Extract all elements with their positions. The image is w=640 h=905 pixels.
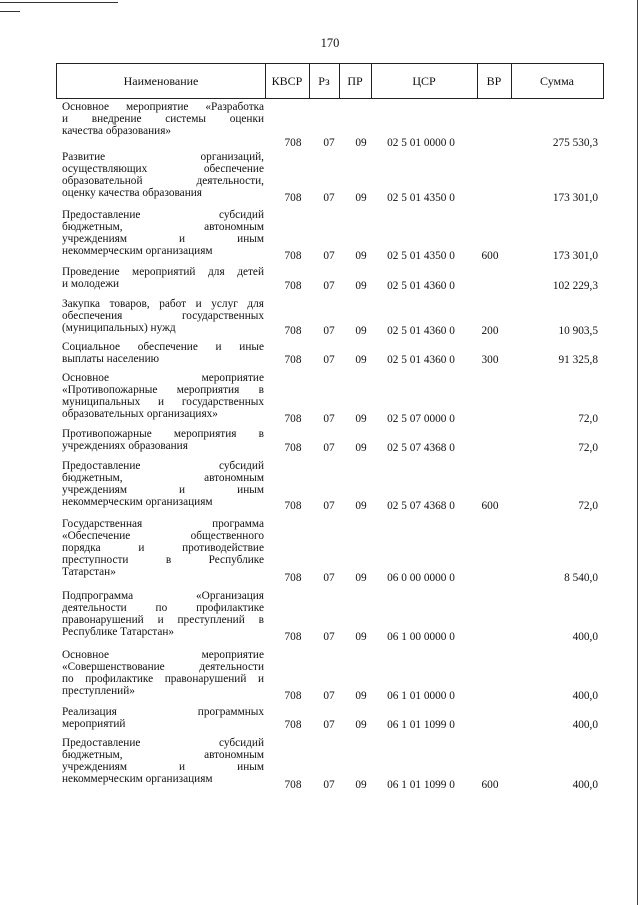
header-pr: ПР <box>347 73 363 88</box>
row-name-line: Развитие организаций, <box>62 151 264 163</box>
row-kvsr: 708 <box>284 137 302 149</box>
row-name-line: порядка и противодействие <box>62 542 264 554</box>
row-kvsr: 708 <box>284 631 302 643</box>
row-csr: 02 5 01 4360 0 <box>387 280 455 292</box>
row-name <box>62 266 264 290</box>
table-row <box>0 292 640 337</box>
row-name-line: Основное мероприятие <box>62 372 264 384</box>
row-sum: 8 540,0 <box>564 572 598 584</box>
header-vr: ВР <box>486 73 502 88</box>
row-sum: 275 530,3 <box>552 137 598 149</box>
row-vr: 600 <box>481 250 499 262</box>
row-rz: 07 <box>323 192 335 204</box>
row-pr: 09 <box>355 690 367 702</box>
row-pr: 09 <box>355 719 367 731</box>
row-kvsr: 708 <box>284 325 302 337</box>
table-row <box>0 425 640 454</box>
row-csr: 06 1 00 0000 0 <box>387 631 455 643</box>
row-name-line: некоммерческим организациям <box>62 773 213 785</box>
row-name-line: учреждениях образования <box>62 440 188 452</box>
row-kvsr: 708 <box>284 413 302 425</box>
row-vr: 200 <box>481 325 499 337</box>
table-row <box>0 454 640 512</box>
row-name <box>62 209 264 257</box>
row-name-line: учреждениям и иным <box>62 233 264 245</box>
row-rz: 07 <box>323 779 335 791</box>
header-rz: Рз <box>318 73 330 88</box>
row-rz: 07 <box>323 442 335 454</box>
row-rz: 07 <box>323 354 335 366</box>
row-name-line: «Совершенствование деятельности <box>62 661 264 673</box>
row-sum: 91 325,8 <box>558 354 598 366</box>
table-row <box>0 584 640 643</box>
row-name-line: Предоставление субсидий <box>62 737 264 749</box>
row-name-line: Подпрограмма «Организация <box>62 590 264 602</box>
row-name <box>62 428 264 452</box>
row-sum: 102 229,3 <box>552 280 598 292</box>
scan-mark-top-short <box>0 11 20 12</box>
row-vr: 600 <box>481 500 499 512</box>
table-header <box>56 63 604 99</box>
row-sum: 72,0 <box>578 500 598 512</box>
row-sum: 400,0 <box>572 779 598 791</box>
table-row <box>0 149 640 204</box>
row-name-line: некоммерческим организациям <box>62 496 213 508</box>
row-name-line: Предоставление субсидий <box>62 209 264 221</box>
row-sum: 400,0 <box>572 719 598 731</box>
row-kvsr: 708 <box>284 500 302 512</box>
row-sum: 72,0 <box>578 413 598 425</box>
row-sum: 173 301,0 <box>552 250 598 262</box>
row-kvsr: 708 <box>284 719 302 731</box>
row-kvsr: 708 <box>284 280 302 292</box>
row-name <box>62 649 264 697</box>
row-kvsr: 708 <box>284 690 302 702</box>
row-name-line: бюджетным, автономным <box>62 472 264 484</box>
row-name-line: некоммерческим организациям <box>62 245 213 257</box>
row-name-line: осуществляющих обеспечение <box>62 163 264 175</box>
row-csr: 06 1 01 1099 0 <box>387 719 455 731</box>
row-name-line: Предоставление субсидий <box>62 460 264 472</box>
row-pr: 09 <box>355 631 367 643</box>
row-pr: 09 <box>355 354 367 366</box>
row-name-line: Противопожарные мероприятия в <box>62 428 264 440</box>
row-csr: 02 5 01 4360 0 <box>387 325 455 337</box>
row-csr: 02 5 07 4368 0 <box>387 500 455 512</box>
row-name-line: «Обеспечение общественного <box>62 530 264 542</box>
table-row <box>0 337 640 366</box>
row-pr: 09 <box>355 280 367 292</box>
row-kvsr: 708 <box>284 354 302 366</box>
row-pr: 09 <box>355 500 367 512</box>
row-name-line: Государственная программа <box>62 518 264 530</box>
table-row <box>0 731 640 791</box>
table-row <box>0 643 640 702</box>
row-name <box>62 341 264 365</box>
row-name-line: образовательных организациях» <box>62 408 218 420</box>
table-row <box>0 204 640 262</box>
page-number: 170 <box>320 36 340 50</box>
row-name <box>62 151 264 199</box>
row-sum: 72,0 <box>578 442 598 454</box>
row-sum: 400,0 <box>572 690 598 702</box>
row-pr: 09 <box>355 250 367 262</box>
row-csr: 06 1 01 1099 0 <box>387 779 455 791</box>
scan-mark-top <box>0 2 118 3</box>
row-pr: 09 <box>355 572 367 584</box>
row-kvsr: 708 <box>284 572 302 584</box>
row-csr: 06 0 00 0000 0 <box>387 572 455 584</box>
row-kvsr: 708 <box>284 250 302 262</box>
row-name-line: по профилактике правонарушений и <box>62 673 264 685</box>
row-name-line: мероприятий <box>62 718 126 730</box>
row-name <box>62 737 264 785</box>
row-rz: 07 <box>323 137 335 149</box>
row-name-line: Республике Татарстан» <box>62 626 175 638</box>
row-csr: 02 5 07 0000 0 <box>387 413 455 425</box>
table-row <box>0 101 640 149</box>
row-name-line: обеспечения государственных <box>62 310 264 322</box>
row-pr: 09 <box>355 413 367 425</box>
row-sum: 400,0 <box>572 631 598 643</box>
row-name-line: преступлений» <box>62 685 135 697</box>
row-name <box>62 518 264 578</box>
row-rz: 07 <box>323 280 335 292</box>
row-name-line: образовательной деятельности, <box>62 175 264 187</box>
row-rz: 07 <box>323 719 335 731</box>
row-name-line: бюджетным, автономным <box>62 221 264 233</box>
row-name-line: деятельности по профилактике <box>62 602 264 614</box>
row-rz: 07 <box>323 572 335 584</box>
row-vr: 600 <box>481 779 499 791</box>
row-csr: 02 5 01 4350 0 <box>387 250 455 262</box>
row-name-line: и внедрение системы оценки <box>62 113 264 125</box>
row-name-line: Проведение мероприятий для детей <box>62 266 264 278</box>
row-rz: 07 <box>323 325 335 337</box>
row-name-line: Татарстан» <box>62 566 116 578</box>
row-rz: 07 <box>323 500 335 512</box>
header-csr: ЦСР <box>412 73 436 88</box>
row-name-line: Основное мероприятие «Разработка <box>62 101 264 113</box>
row-name-line: и молодежи <box>62 278 120 290</box>
row-name <box>62 460 264 508</box>
row-name-line: (муниципальных) нужд <box>62 322 176 334</box>
row-csr: 02 5 01 0000 0 <box>387 137 455 149</box>
row-name <box>62 372 264 420</box>
row-csr: 02 5 01 4350 0 <box>387 192 455 204</box>
row-rz: 07 <box>323 690 335 702</box>
row-name-line: Основное мероприятие <box>62 649 264 661</box>
table-row <box>0 262 640 292</box>
row-name-line: Закупка товаров, работ и услуг для <box>62 298 264 310</box>
row-name-line: выплаты населению <box>62 353 160 365</box>
row-pr: 09 <box>355 442 367 454</box>
row-name-line: преступности в Республике <box>62 554 264 566</box>
row-name <box>62 298 264 334</box>
row-kvsr: 708 <box>284 192 302 204</box>
row-name-line: оценку качества образования <box>62 187 202 199</box>
row-name-line: правонарушений и преступлений в <box>62 614 264 626</box>
row-name-line: «Противопожарные мероприятия в <box>62 384 264 396</box>
row-name <box>62 101 264 137</box>
row-name-line: бюджетным, автономным <box>62 749 264 761</box>
row-name <box>62 706 264 730</box>
table-row <box>0 366 640 425</box>
row-name-line: Реализация программных <box>62 706 264 718</box>
row-name-line: качества образования» <box>62 125 172 137</box>
row-name-line: учреждениям и иным <box>62 484 264 496</box>
table-row <box>0 512 640 584</box>
row-csr: 06 1 01 0000 0 <box>387 690 455 702</box>
row-vr: 300 <box>481 354 499 366</box>
table-body <box>0 101 640 791</box>
row-pr: 09 <box>355 137 367 149</box>
header-sum: Сумма <box>540 73 574 88</box>
row-name <box>62 590 264 638</box>
header-kvsr: КВСР <box>271 73 303 88</box>
row-csr: 02 5 01 4360 0 <box>387 354 455 366</box>
row-sum: 10 903,5 <box>558 325 598 337</box>
row-kvsr: 708 <box>284 442 302 454</box>
row-name-line: муниципальных и государственных <box>62 396 264 408</box>
row-kvsr: 708 <box>284 779 302 791</box>
table-row <box>0 702 640 731</box>
row-pr: 09 <box>355 192 367 204</box>
row-name-line: учреждениям и иным <box>62 761 264 773</box>
row-csr: 02 5 07 4368 0 <box>387 442 455 454</box>
row-rz: 07 <box>323 413 335 425</box>
row-pr: 09 <box>355 779 367 791</box>
row-pr: 09 <box>355 325 367 337</box>
row-rz: 07 <box>323 631 335 643</box>
row-name-line: Социальное обеспечение и иные <box>62 341 264 353</box>
header-name: Наименование <box>123 73 199 88</box>
row-sum: 173 301,0 <box>552 192 598 204</box>
row-rz: 07 <box>323 250 335 262</box>
